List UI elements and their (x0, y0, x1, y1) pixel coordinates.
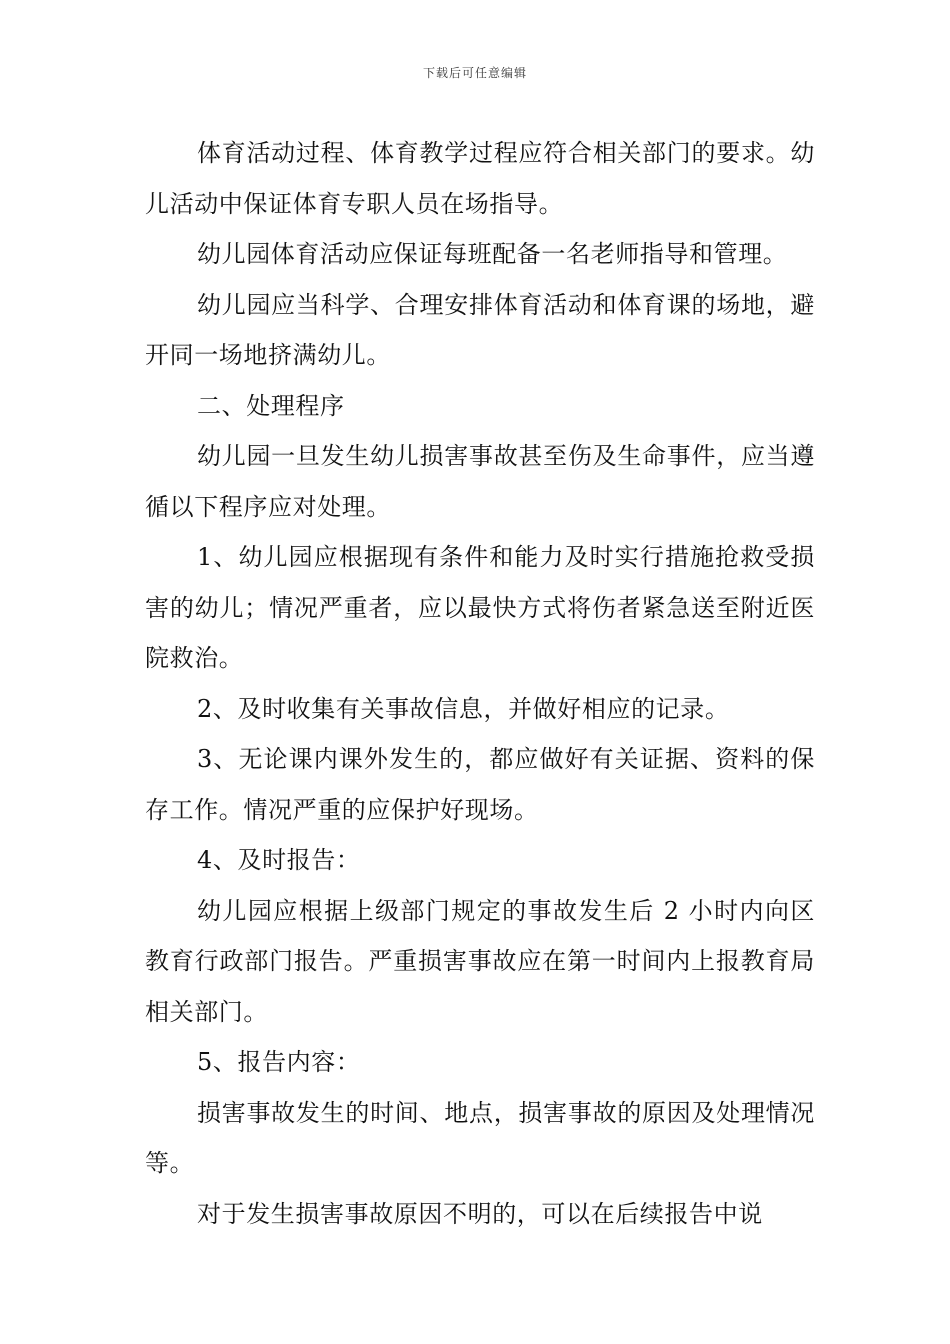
list-item-4: 4、及时报告： (197, 846, 361, 874)
section-heading-procedure: 二、处理程序 (197, 391, 345, 420)
paragraph-unknown-cause: 对于发生损害事故原因不明的，可以在后续报告中说 (197, 1199, 763, 1228)
document-body (145, 128, 815, 1239)
paragraph-report-deadline: 幼儿园应根据上级部门规定的事故发生后 2 小时内向区教育行政部门报告。严重损害事故应在第一时间内上报教育局相关部门。 (145, 896, 815, 1026)
page-header-note: 下载后可任意编辑 (422, 66, 527, 80)
paragraph-3: 幼儿园应当科学、合理安排体育活动和体育课的场地，避开同一场地挤满幼儿。 (145, 290, 815, 369)
paragraph-2: 幼儿园体育活动应保证每班配备一名老师指导和管理。 (197, 240, 788, 268)
paragraph-report-content: 损害事故发生的时间、地点，损害事故的原因及处理情况等。 (145, 1098, 815, 1177)
list-item-3: 3、无论课内课外发生的，都应做好有关证据、资料的保存工作。情况严重的应保护好现场。 (145, 745, 815, 824)
list-item-1: 1、幼儿园应根据现有条件和能力及时实行措施抢救受损害的幼儿；情况严重者，应以最快方式将伤者紧急送至附近医院救治。 (145, 543, 815, 672)
paragraph-1: 体育活动过程、体育教学过程应符合相关部门的要求。幼儿活动中保证体育专职人员在场指导。 (145, 139, 815, 218)
paragraph-5: 幼儿园一旦发生幼儿损害事故甚至伤及生命事件，应当遵循以下程序应对处理。 (145, 442, 815, 521)
list-item-5: 5、报告内容： (197, 1048, 361, 1076)
list-item-2: 2、及时收集有关事故信息，并做好相应的记录。 (197, 694, 730, 723)
